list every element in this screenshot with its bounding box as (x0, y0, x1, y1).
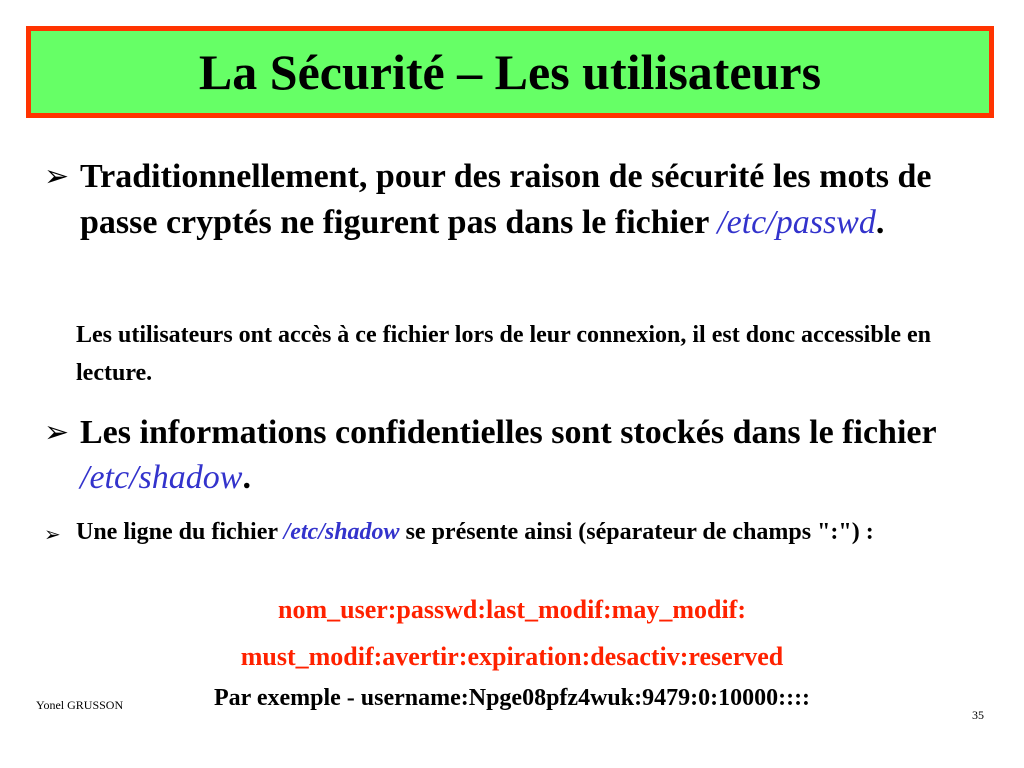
example-line: Par exemple - username:Npge08pfz4wuk:9479:0:10000:::: (213, 685, 811, 711)
bullet-shadow-end: . (242, 459, 251, 496)
bullet-passwd-text (80, 154, 994, 246)
shadow-path-inline: /etc/shadow (283, 519, 400, 545)
bullet-line-format (44, 515, 994, 549)
shadow-path: /etc/shadow (80, 459, 243, 496)
bullet-passwd-end: . (875, 204, 885, 241)
title-box (26, 26, 994, 118)
format-line-1: nom_user:passwd:last_modif:may_modif: (278, 595, 746, 624)
arrow-bullet-icon: ➢ (44, 522, 61, 546)
bullet-line-format-after: se présente ainsi (séparateur de champs ":") : (399, 519, 874, 545)
bullet-shadow (44, 410, 994, 500)
bullet-shadow-body: Les informations confidentielles sont stockés dans le fichier (80, 414, 936, 451)
bullet-line-format-before: Une ligne du fichier (76, 519, 284, 545)
slide-title: La Sécurité – Les utilisateurs (198, 44, 822, 100)
bullet-line-format-text (76, 515, 994, 549)
passwd-path: /etc/passwd (717, 204, 876, 241)
bullet-shadow-text (80, 410, 994, 500)
bullet-passwd-body: Traditionnellement, pour des raison de sécurité les mots de passe cryptés ne figurent pas dans le fichier (80, 158, 932, 241)
footer-author: Yonel GRUSSON (36, 698, 124, 712)
format-line-2: must_modif:avertir:expiration:desactiv:reserved (240, 642, 784, 671)
page-number: 35 (972, 708, 984, 722)
arrow-bullet-icon: ➢ (44, 415, 70, 450)
access-note: Les utilisateurs ont accès à ce fichier lors de leur connexion, il est donc accessible en lecture. (76, 322, 932, 386)
bullet-passwd (44, 154, 994, 246)
arrow-bullet-icon: ➢ (44, 159, 70, 194)
